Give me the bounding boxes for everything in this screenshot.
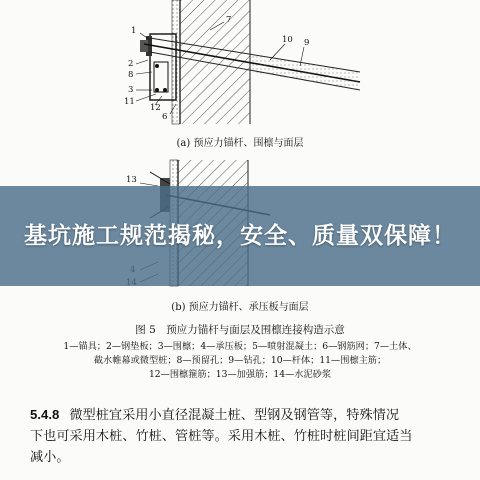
section-line-2: 下也可采用木桩、竹桩、管桩等。采用木桩、竹桩时桩间距宜适当 [30,429,413,444]
label-b-13: 13 [126,175,137,185]
caption-b: (b) 预应力锚杆、承压板与面层 [171,302,309,313]
headline-banner [0,186,480,286]
figure-legend [0,340,480,382]
label-a-3: 3 [128,85,134,95]
legend-line-2: 截水帷幕或微型桩；8—预留孔；9—钻孔；10—杆体；11—围檩主筋； [93,355,387,366]
figure-title: 图 5 预应力锚杆与面层及围檩连接构造示意 [135,324,345,336]
section-number: 5.4.8 [30,407,60,422]
label-a-6: 6 [162,112,168,122]
label-a-7: 7 [226,15,232,25]
section-line-1 [30,404,450,426]
anchor-head-a [140,40,148,52]
section-text-1: 微型桩宜采用小直径混凝土桩、型钢及钢管等，特殊情况 [69,408,400,423]
section-line-3: 减小。 [30,450,70,465]
section-5-4-8 [30,404,450,468]
drawing-a [124,0,360,124]
caption-a: (a) 预应力锚杆、围檩与面层 [176,138,304,149]
label-a-10: 10 [282,35,293,45]
label-a-1: 1 [131,26,137,36]
label-a-8: 8 [128,70,134,80]
legend-line-3: 12—围檩箍筋；13—加强筋；14—水泥砂浆 [148,369,332,380]
label-a-2: 2 [128,59,134,69]
label-a-9: 9 [304,38,310,48]
headline-text: 基坑施工规范揭秘，安全、质量双保障！ [24,222,456,249]
soil-hatch-a [180,0,250,124]
legend-line-1: 1—锚具；2—钢垫板；3—围檩；4—承压板；5—喷射混凝土；6—钢筋网；7—土体、 [63,341,417,352]
label-a-11: 11 [124,97,135,107]
label-a-12: 12 [150,103,161,113]
